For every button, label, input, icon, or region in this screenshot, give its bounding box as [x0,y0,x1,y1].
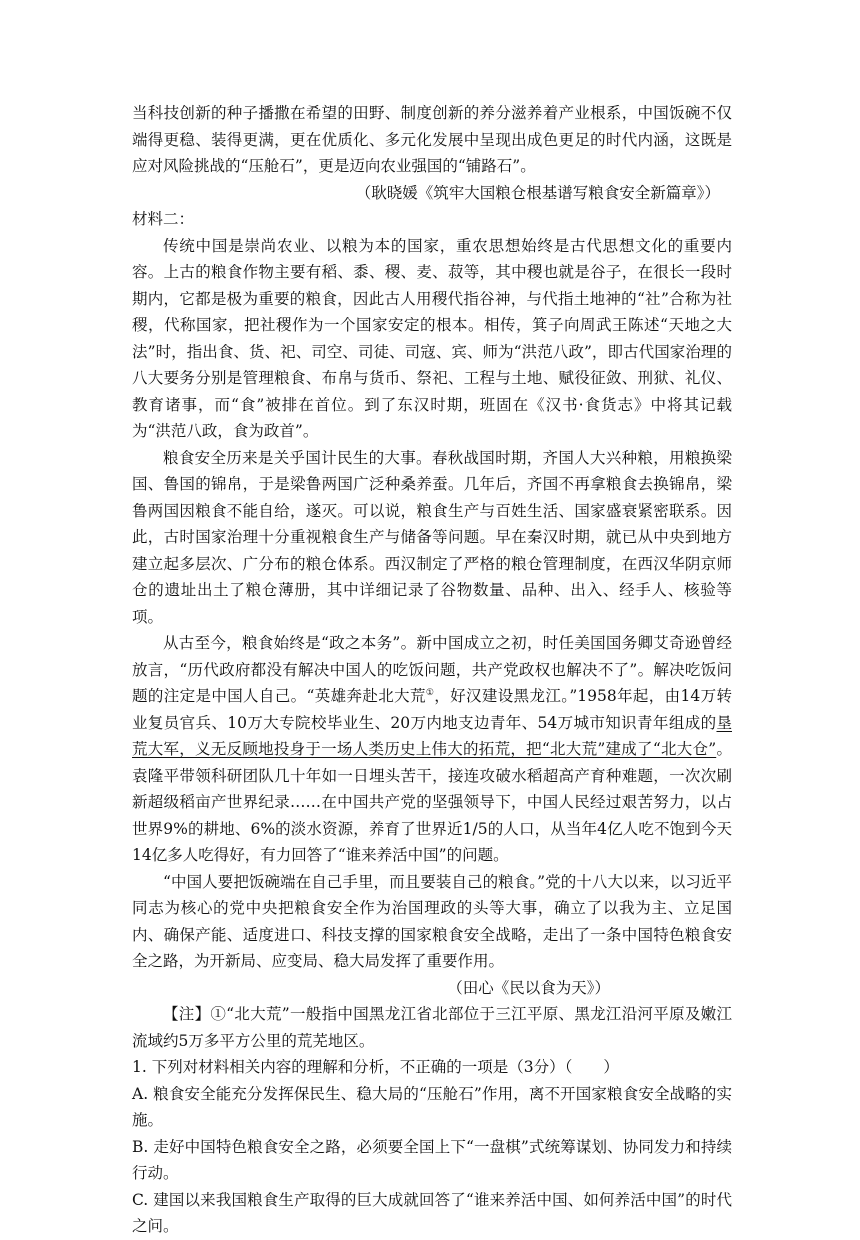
paragraph-5: “中国人要把饭碗端在自己手里，而且要装自己的粮食。”党的十八大以来，以习近平同志为核心的党中央把粮食安全作为治国理政的头等大事，确立了以我为主、立足国内、确保产能、适度进口、科技支撑的国家粮食安全战略，走出了一条中国特色粮食安全之路，为开新局、应变局、稳大局发挥了重要作用。 [132,872,732,970]
paragraph-4-part-c: 。袁隆平带领科研团队几十年如一日埋头苦干，接连攻破水稻超高产育种难题，一次次刷新超级稻亩产世界纪录……在中国共产党的坚强领导下，中国人民经过艰苦努力，以占世界9%的耕地、6%的淡水资源，养育了世界近1/5的人口，从当年4亿人吃不饱到今天14亿多人吃得好，有力回答了“谁来养活中国”的问题。 [132,740,732,864]
footnote-marker: ① [425,688,435,698]
paragraph-4 [132,630,732,869]
citation-2: （田心《民以食为天》） [447,978,610,997]
paragraph-3: 粮食安全历来是关乎国计民生的大事。春秋战国时期，齐国人大兴种粮，用粮换梁国、鲁国的锦帛，于是梁鲁两国广泛种桑养蚕。几年后，齐国不再拿粮食去换锦帛，梁鲁两国因粮食不能自给，遂灭。可以说，粮食生产与百姓生活、国家盛衰紧密联系。因此，古时国家治理十分重视粮食生产与储备等问题。早在秦汉时期，就已从中央到地方建立起多层次、广分布的粮仓体系。西汉制定了严格的粮仓管理制度，在西汉华阴京师仓的遗址出土了粮仓薄册，其中详细记录了谷物数量、品种、出入、经手人、核验等项。 [132,448,732,626]
intro-paragraph: 当科技创新的种子播撒在希望的田野、制度创新的养分滋养着产业根系，中国饭碗不仅端得更稳、装得更满，更在优质化、多元化发展中呈现出成色更足的时代内涵，这既是应对风险挑战的“压舱石”，更是迈向农业强国的“铺路石”。 [132,104,732,175]
option-c: C. 建国以来我国粮食生产取得的巨大成就回答了“谁来养活中国、如何养活中国”的时代之问。 [132,1190,732,1235]
question-1: 1. 下列对材料相关内容的理解和分析，不正确的一项是（3分）（ ） [132,1058,619,1076]
option-a: A. 粮食安全能充分发挥保民生、稳大局的“压舱石”作用，离不开国家粮食安全战略的实施。 [132,1084,732,1129]
section-label: 材料二： [132,210,195,228]
paragraph-4-part-a: 从古至今，粮食始终是“政之本务”。新中国成立之初，时任美国国务卿艾奇逊曾经放言，“历代政府都没有解决中国人的吃饭问题，共产党政权也解决不了”。解决吃饭问题的注定是中国人自己。“英雄奔赴北大荒 [132,634,732,705]
footnote: 【注】①“北大荒”一般指中国黑龙江省北部位于三江平原、黑龙江沿河平原及嫩江流域约5万多平方公里的荒芜地区。 [132,1005,732,1050]
paragraph-4-part-b: ，好汉建设黑龙江。”1958年起，由14万转业复员官兵、10万大专院校毕业生、20万内地支边青年、54万城市知识青年组成的 [132,687,732,732]
option-b: B. 走好中国特色粮食安全之路，必须要全国上下“一盘棋”式统筹谋划、协同发力和持续行动。 [132,1137,732,1182]
document-page [132,100,732,1240]
citation-1: （耿晓媛《筑牢大国粮仓根基谱写粮食安全新篇章》） [355,183,720,202]
underlined-text: 垦荒大军，义无反顾地投身于一场人类历史上伟大的拓荒，把“北大荒”建成了“北大仓” [132,713,732,758]
paragraph-2: 传统中国是崇尚农业、以粮为本的国家，重农思想始终是古代思想文化的重要内容。上古的粮食作物主要有稻、黍、稷、麦、菽等，其中稷也就是谷子，在很长一段时期内，它都是极为重要的粮食，因此古人用稷代指谷神，与代指土地神的“社”合称为社稷，代称国家，把社稷作为一个国家安定的根本。相传，箕子向周武王陈述“天地之大法”时，指出食、货、祀、司空、司徒、司寇、宾、师为“洪范八政”，即古代国家治理的八大要务分别是管理粮食、布帛与货币、祭祀、工程与土地、赋役征敛、刑狱、礼仪、教育诸事，而“食”被排在首位。到了东汉时期，班固在《汉书·食货志》中将其记载为“洪范八政，食为政首”。 [132,236,732,440]
